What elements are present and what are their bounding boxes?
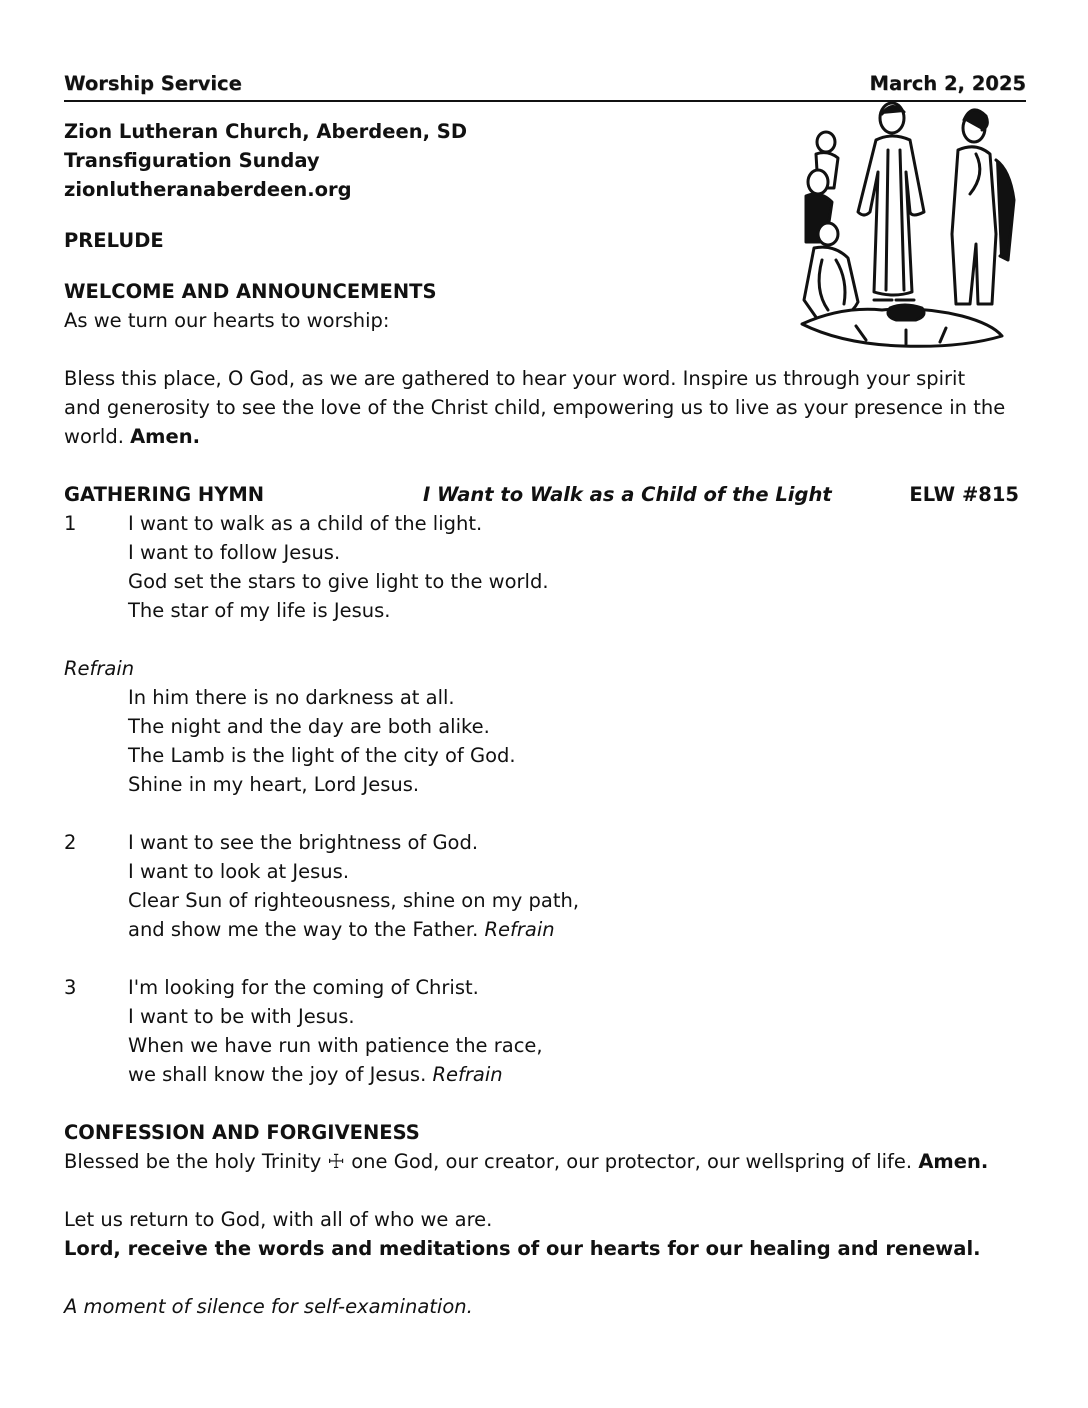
verse-line: and show me the way to the Father. Refrain [128, 918, 555, 941]
liturgical-day: Transfiguration Sunday [64, 149, 320, 172]
confession-heading: CONFESSION AND FORGIVENESS [64, 1121, 420, 1144]
verse-number: 1 [64, 512, 77, 535]
transfiguration-illustration-icon [796, 100, 1028, 350]
verse-number: 2 [64, 831, 77, 854]
confession-blessing: Blessed be the holy Trinity ☩ one God, our creator, our protector, our wellspring of life. Amen. [64, 1150, 989, 1173]
prelude-heading: PRELUDE [64, 229, 164, 252]
verse-line: God set the stars to give light to the world. [128, 570, 549, 593]
silence-rubric: A moment of silence for self-examination. [64, 1295, 473, 1318]
refrain-line: Shine in my heart, Lord Jesus. [128, 773, 420, 796]
verse-line: 3 I'm looking for the coming of Christ. [64, 973, 1026, 1002]
opening-prayer-line: Bless this place, O God, as we are gathered to hear your word. Inspire us through your spirit [64, 367, 966, 390]
hymn-title: I Want to Walk as a Child of the Light [423, 483, 832, 506]
amen-response: Amen. [918, 1150, 989, 1173]
verse-line: I want to look at Jesus. [128, 860, 350, 883]
hymn-label: GATHERING HYMN [64, 483, 265, 506]
opening-prayer-line: and generosity to see the love of the Christ child, empowering us to live as your presence in the [64, 396, 1006, 419]
page-header [64, 66, 1026, 102]
refrain-cue: Refrain [484, 918, 555, 941]
hymn-heading [64, 480, 1026, 509]
service-date: March 2, 2025 [869, 72, 1026, 95]
welcome-heading: WELCOME AND ANNOUNCEMENTS [64, 280, 437, 303]
verse-line: When we have run with patience the race, [128, 1034, 543, 1057]
refrain-cue: Refrain [432, 1063, 503, 1086]
verse-line: The star of my life is Jesus. [128, 599, 391, 622]
refrain-line: In him there is no darkness at all. [128, 686, 455, 709]
service-title: Worship Service [64, 72, 242, 95]
verse-line: I want to follow Jesus. [128, 541, 341, 564]
verse-line: we shall know the joy of Jesus. Refrain [128, 1063, 503, 1086]
church-name: Zion Lutheran Church, Aberdeen, SD [64, 120, 468, 143]
verse-number: 3 [64, 976, 77, 999]
church-website: zionlutheranaberdeen.org [64, 178, 352, 201]
confession-invitation: Let us return to God, with all of who we are. [64, 1208, 493, 1231]
amen-response: Amen. [130, 425, 201, 448]
confession-response: Lord, receive the words and meditations of our hearts for our healing and renewal. [64, 1237, 981, 1260]
hymn-number: ELW #815 [909, 483, 1019, 506]
verse-line: I want to be with Jesus. [128, 1005, 355, 1028]
opening-prayer-line: world. Amen. [64, 425, 201, 448]
verse-line: Clear Sun of righteousness, shine on my path, [128, 889, 580, 912]
verse-line: 2 I want to see the brightness of God. [64, 828, 1026, 857]
verse-line: 1 I want to walk as a child of the light. [64, 509, 1026, 538]
refrain-label: Refrain [64, 657, 135, 680]
refrain-line: The Lamb is the light of the city of God. [128, 744, 516, 767]
welcome-intro: As we turn our hearts to worship: [64, 309, 390, 332]
refrain-line: The night and the day are both alike. [128, 715, 490, 738]
